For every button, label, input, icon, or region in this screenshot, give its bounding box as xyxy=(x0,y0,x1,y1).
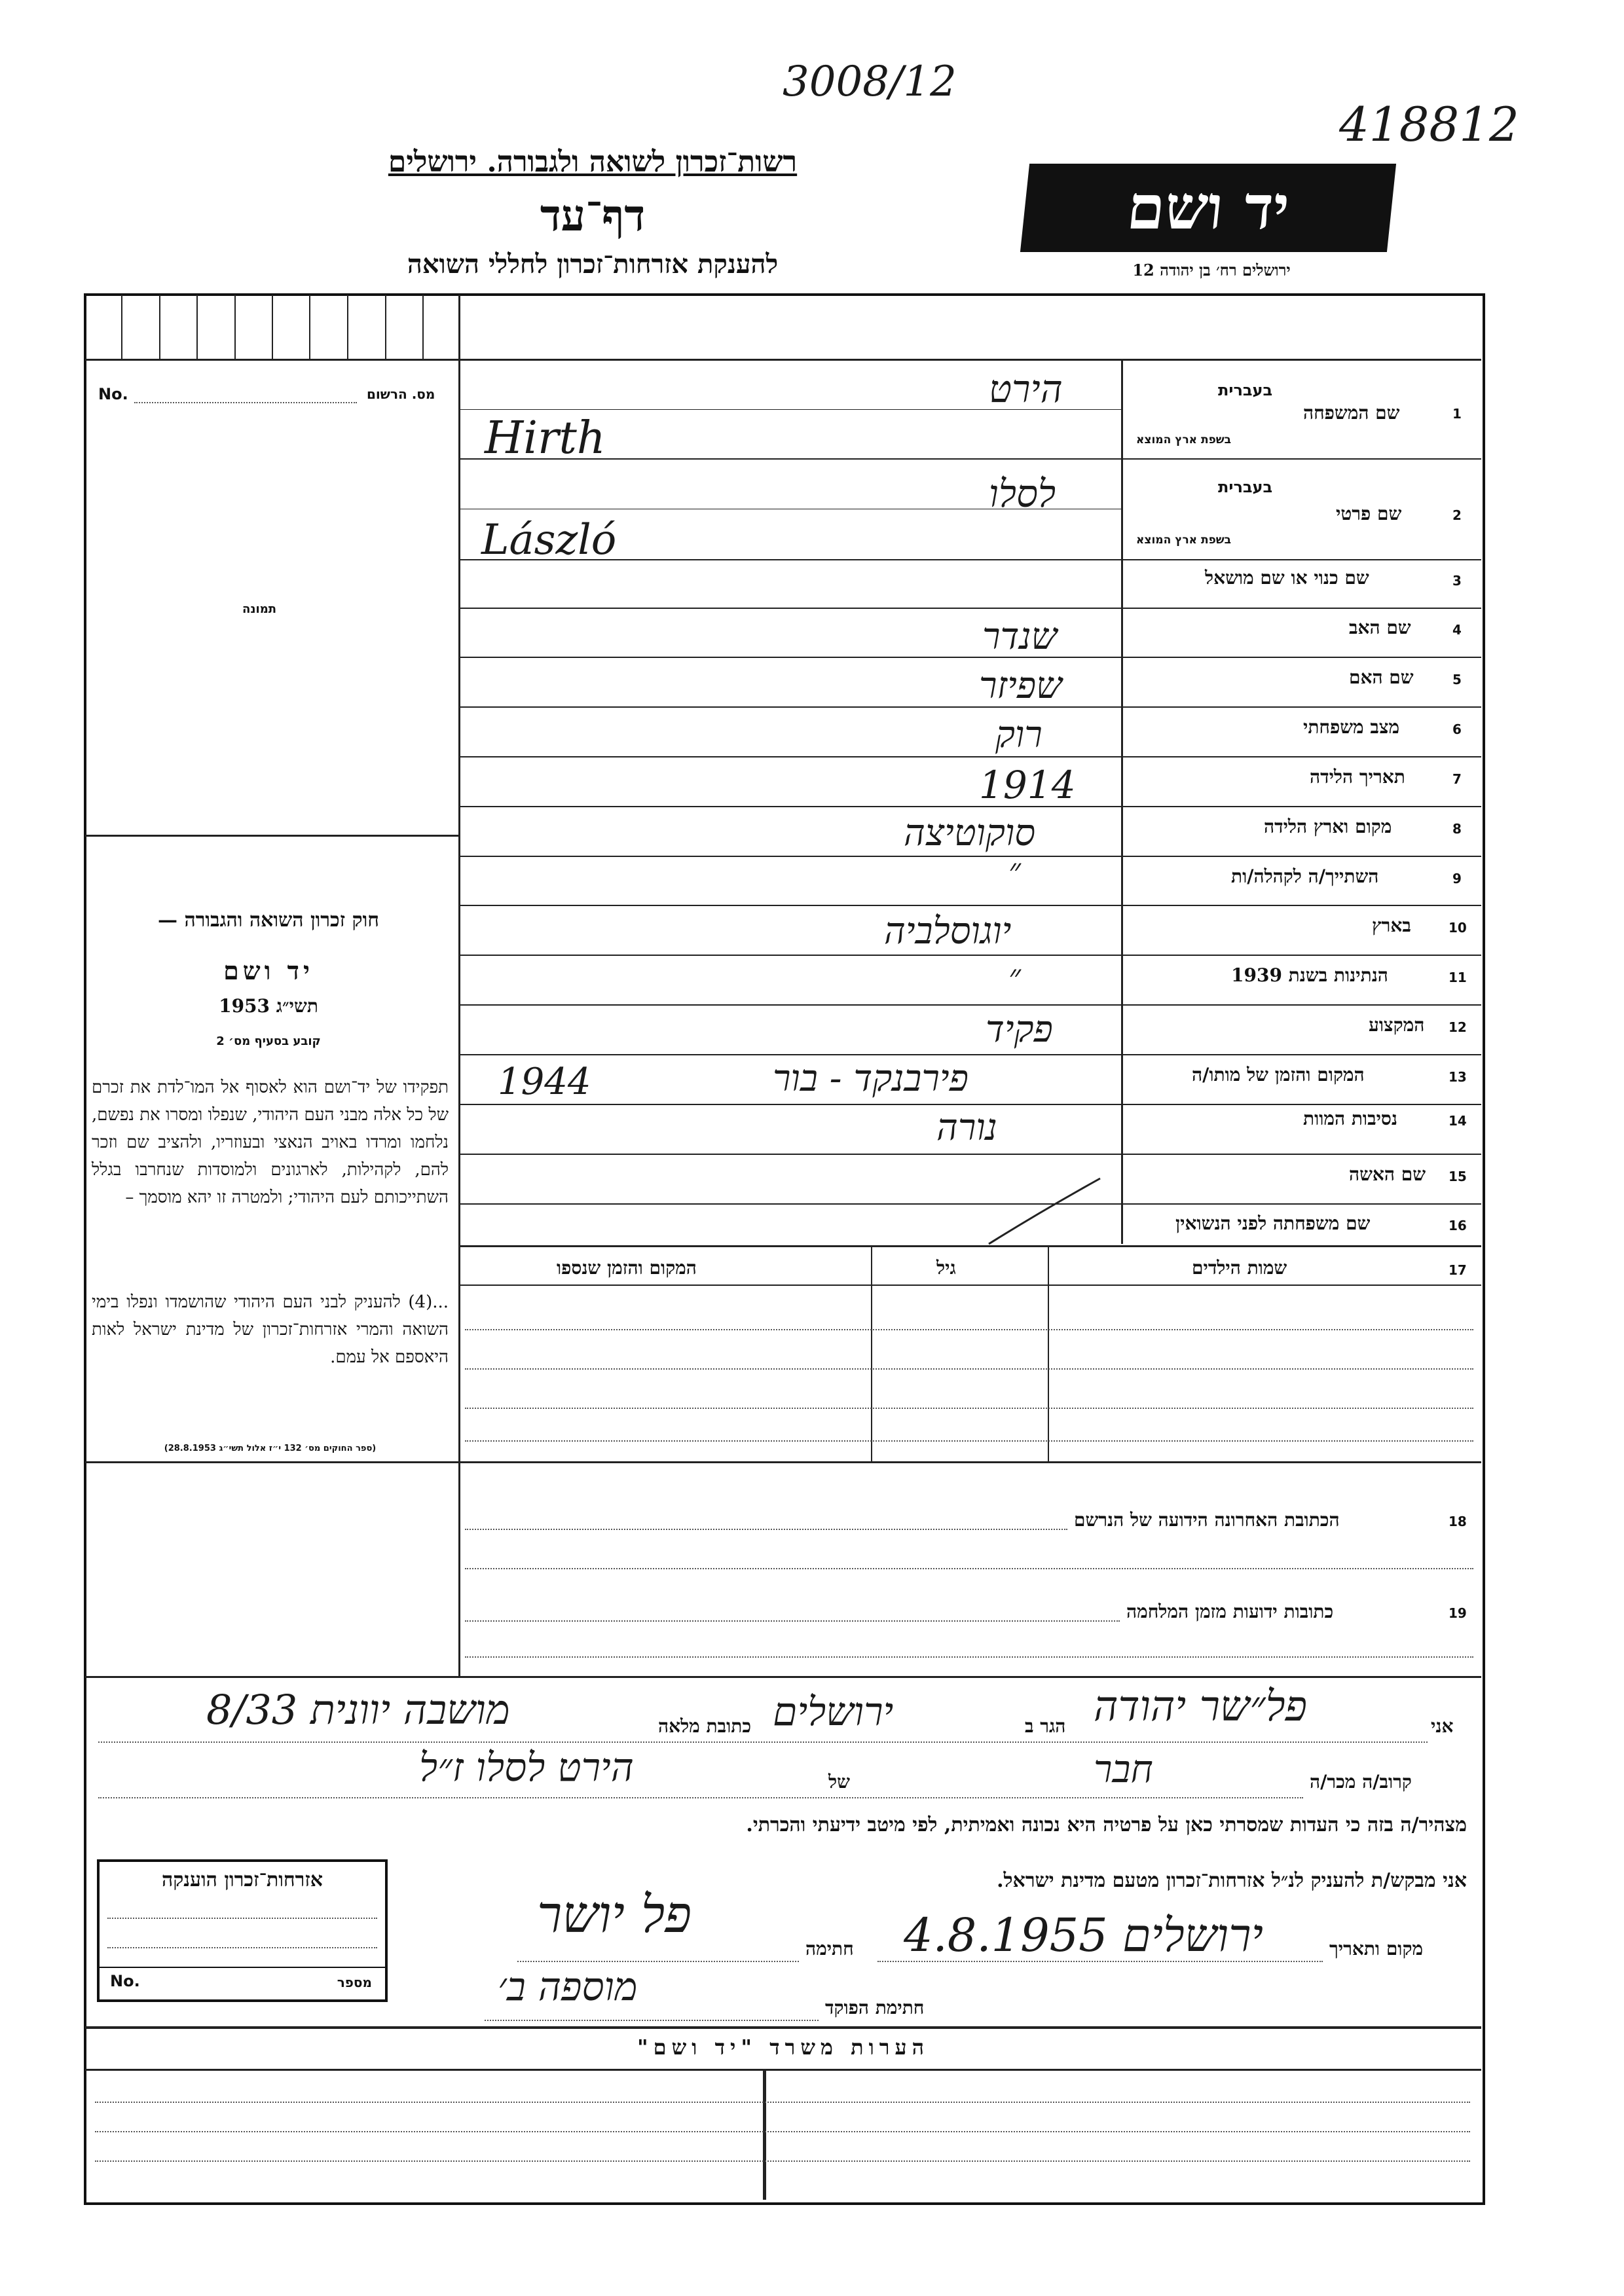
decl-of-label: של xyxy=(828,1771,850,1793)
field-7-label: תאריך הלידה xyxy=(1310,766,1405,788)
field-2-origin-tag: בשפת ארץ המוצא xyxy=(1136,534,1232,547)
field-1-hebrew-tag: בעברית xyxy=(1218,381,1273,399)
children-col-age: גיל xyxy=(936,1257,956,1279)
field-14-label: נסיבות המוות xyxy=(1303,1108,1397,1129)
address-18-number: 18 xyxy=(1449,1514,1467,1529)
field-12-value[interactable]: פקיד xyxy=(986,1008,1053,1051)
stamp-box-number-label: מספר xyxy=(337,1975,372,1990)
field-1-label: שם המשפחה xyxy=(1303,402,1400,424)
field-9-value[interactable]: ״ xyxy=(1008,851,1021,889)
field-10-label: בארץ xyxy=(1372,915,1411,936)
field-5-label: שם האם xyxy=(1349,666,1414,688)
field-3-number: 3 xyxy=(1452,573,1462,589)
decl-place-date[interactable]: ירושלים 4.8.1955 xyxy=(904,1908,1263,1962)
field-11-number: 11 xyxy=(1449,970,1467,985)
law-title: חוק זכרון השואה והגבורה — xyxy=(158,909,379,932)
field-2-label: שם פרטי xyxy=(1336,503,1402,524)
decl-i-label: אני xyxy=(1431,1715,1454,1737)
field-9-number: 9 xyxy=(1452,871,1462,886)
reg-label: מס. הרשום xyxy=(367,386,435,402)
law-text: תפקידו של יד־ושם הוא לאסוף אל המו־לדת את זכרם של כל אלה מבני העם היהודי, שנפלו ומסרו את נפשם, נלחמו ומרדו באויב הנאצי ובעוזריו, ולהציב שם וזכר להם, לקהילות, לארגונים ולמוסדות שנחרבו בגלל השתייכותם לעם היהודי; ולמטרה זו יהא מוסמך – xyxy=(92,1078,449,1207)
children-number: 17 xyxy=(1449,1262,1467,1278)
decl-signature[interactable]: פל יושר xyxy=(537,1886,692,1944)
decl-place-date-label: מקום ותאריך xyxy=(1329,1938,1424,1959)
field-3-label: שם כנוי או שם מושאל xyxy=(1205,567,1369,589)
field-4-label: שם האב xyxy=(1349,617,1411,638)
field-12-number: 12 xyxy=(1449,1019,1467,1035)
field-2-number: 2 xyxy=(1452,507,1462,523)
field-7-number: 7 xyxy=(1452,771,1462,787)
decl-witness-name[interactable]: פל״שר יהודה xyxy=(1094,1683,1308,1731)
authority-title: רשות־זכרון לשואה ולגבורה. ירושלים xyxy=(388,145,798,179)
decl-relation[interactable]: חבר xyxy=(1094,1747,1153,1791)
children-col-place: המקום והזמן שנספו xyxy=(557,1257,697,1279)
field-6-value[interactable]: רוק xyxy=(995,714,1043,756)
field-5-value[interactable]: שפיזר xyxy=(979,665,1062,707)
form-subtitle: להענקת אזרחות־זכרון לחללי השואה xyxy=(407,249,779,280)
field-8-number: 8 xyxy=(1452,821,1462,837)
decl-request: אני מבקש/ת להעניק לנ״ל אזרחות־זכרון מטעם מדינת ישראל. xyxy=(997,1869,1467,1892)
archive-page-id: 418812 xyxy=(1339,97,1519,152)
notes-title: הערות משרד "יד ושם" xyxy=(637,2035,930,2060)
law-reference: (ספר החוקים מס׳ 132 י״ז אלול תשי״ג 28.8.1953) xyxy=(164,1444,377,1453)
field-11-value[interactable]: ״ xyxy=(1008,957,1021,995)
field-5-number: 5 xyxy=(1452,672,1462,687)
memorial-citizenship-stamp-box xyxy=(97,1859,388,2002)
field-14-number: 14 xyxy=(1449,1113,1467,1129)
address-19-number: 19 xyxy=(1449,1605,1467,1621)
field-12-label: המקצוע xyxy=(1369,1014,1425,1036)
field-2-value-origin[interactable]: László xyxy=(481,516,617,564)
decl-full-addr-label: כתובת מלאה xyxy=(658,1715,752,1737)
archive-file-number: 3008/12 xyxy=(783,58,957,106)
reg-no-label: No. xyxy=(98,385,128,403)
field-16-label: שם משפחתה לפני הנשואין xyxy=(1175,1212,1371,1234)
field-8-value[interactable]: סוקוטיצה xyxy=(904,812,1036,854)
law-year: תשי״ג 1953 xyxy=(219,995,318,1017)
field-13-number: 13 xyxy=(1449,1069,1467,1085)
field-2-value-hebrew[interactable]: לסלו xyxy=(989,471,1056,516)
decl-city[interactable]: ירושלים xyxy=(773,1689,894,1735)
law-name: יד ושם xyxy=(223,956,314,985)
field-7-value[interactable]: 1914 xyxy=(979,763,1076,807)
field-2-hebrew-tag: בעברית xyxy=(1218,478,1273,496)
field-1-value-origin[interactable]: Hirth xyxy=(485,412,606,464)
field-9-label: השתייך/ה לקהלה/ות xyxy=(1231,866,1379,887)
address-18-label: הכתובת האחרונה הידועה של הנרשם xyxy=(1074,1509,1340,1531)
decl-officer-signature[interactable]: מוספה ב׳ xyxy=(498,1964,638,2010)
logo-text: יד ושם xyxy=(1124,172,1293,243)
field-16-number: 16 xyxy=(1449,1218,1467,1233)
field-10-value[interactable]: יוגוסלביה xyxy=(884,910,1012,953)
decl-signature-label: חתימה xyxy=(805,1938,854,1959)
stamp-box-title: אזרחות־זכרון הוענקה xyxy=(161,1868,323,1891)
decl-relation-label: קרוב/ה מכר/ה xyxy=(1310,1771,1412,1793)
field-6-number: 6 xyxy=(1452,721,1462,737)
field-15-label: שם האשה xyxy=(1349,1163,1426,1185)
form-title: דף־עד xyxy=(540,190,646,241)
decl-resides-label: הגר ב xyxy=(1025,1715,1066,1737)
photo-label: תמונה xyxy=(242,602,277,616)
law-clause: ...(4) להעניק לבני העם היהודי שהושמדו ונפלו בימי השואה והמרי אזרחות־זכרון של מדינת ישראל לאות היאספם אל עמם. xyxy=(92,1292,449,1367)
law-section: קובע בסעיף מס׳ 2 xyxy=(216,1034,321,1048)
field-1-origin-tag: בשפת ארץ המוצא xyxy=(1136,433,1232,446)
field-14-dash-mark xyxy=(982,1172,1113,1250)
field-4-number: 4 xyxy=(1452,622,1462,638)
decl-of-name[interactable]: הירט לסלו ז״ל xyxy=(419,1745,634,1791)
field-1-value-hebrew[interactable]: הירט xyxy=(989,367,1063,411)
decl-full-addr[interactable]: מושבה יוונית 8/33 xyxy=(206,1686,510,1734)
field-13-year[interactable]: 1944 xyxy=(498,1061,591,1103)
field-15-number: 15 xyxy=(1449,1169,1467,1184)
field-4-value[interactable]: שנדר xyxy=(982,615,1058,658)
field-11-label: הנתינות בשנת 1939 xyxy=(1231,964,1388,986)
field-13-label: המקום והזמן של מותו/ה xyxy=(1192,1064,1365,1085)
yad-vashem-logo xyxy=(1020,164,1396,252)
children-col-names: שמות הילדים xyxy=(1192,1257,1287,1279)
stamp-box-no-label: No. xyxy=(110,1972,140,1990)
field-1-number: 1 xyxy=(1452,406,1462,422)
decl-statement: מצהיר/ה בזה כי העדות שמסרתי כאן על פרטיה היא נכונה ואמיתית, לפי מיטב ידיעתי והכרתי. xyxy=(746,1813,1467,1836)
logo-address: ירושלים רח׳ בן יהודה 12 xyxy=(1132,261,1291,280)
decl-officer-label: חתימת הפוקד xyxy=(825,1997,925,2018)
field-14-value[interactable]: נורה xyxy=(936,1106,997,1149)
field-13-value[interactable]: פירבנקד - בור xyxy=(773,1057,969,1100)
field-10-number: 10 xyxy=(1449,920,1467,936)
address-19-label: כתובות ידועות מזמן המלחמה xyxy=(1126,1601,1334,1622)
field-8-label: מקום וארץ הלידה xyxy=(1264,816,1392,837)
field-6-label: מצב משפחתי xyxy=(1303,716,1400,738)
